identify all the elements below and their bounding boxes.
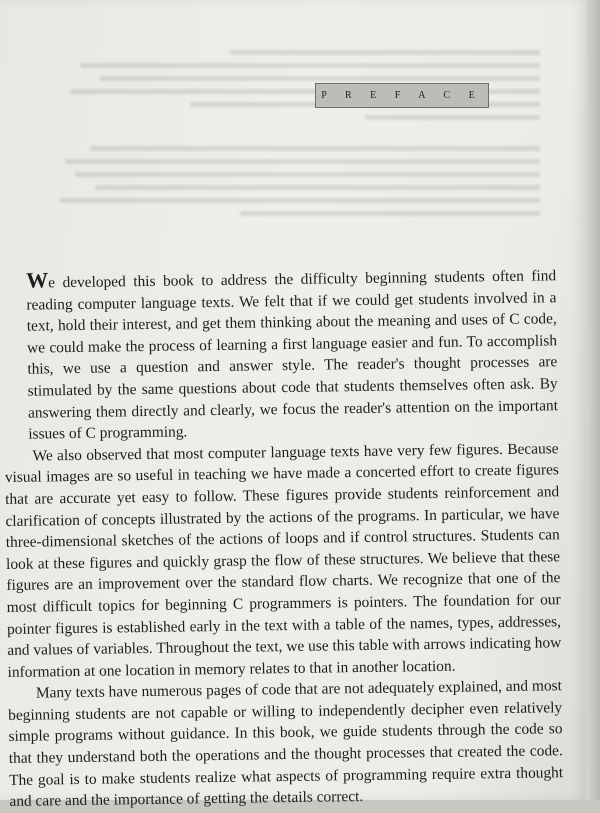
paragraph-3: Many texts have numerous pages of code that are not adequately explained, and most beginning students are not capable or willing to independently decipher even relatively simple programs without guidance. In this book, we guide students through the code so that they understand both the operations and the thought processes that created the code. The goal is to make students realize what aspects of programming require extra thought and care and the importance of getting the details correct. bbox=[8, 677, 564, 811]
paragraph-1-text: e developed this book to address the difficulty beginning students often find reading computer language texts. We felt that if we could get students involved in a text, hold their interest, and get them thinking about the meaning and uses of C code, we could make the process of learning a first language easier and fun. To accomplish this, we use a question and answer style. The reader's thought processes are stimulated by the same questions about code that students themselves often ask. By answering them directly and clearly, we focus the reader's attention on the important issues of C programming. bbox=[26, 267, 559, 443]
preface-header-label: P R E F A C E bbox=[321, 90, 483, 101]
drop-cap: W bbox=[25, 267, 49, 293]
preface-header bbox=[315, 83, 489, 108]
preface-body bbox=[2, 262, 564, 813]
paragraph-1 bbox=[2, 262, 558, 445]
page-edge bbox=[586, 0, 600, 800]
paragraph-2: We also observed that most computer language texts have very few figures. Because visual images are so useful in teaching we have made a concerted effort to create figures that are accurate yet easy to follow. These figures provide students reinforcement and clarification of concepts illustrated by the actions of the programs. In particular, we have three-dimensional sketches of the actions of loops and if control structures. Students can look at these figures and quickly grasp the flow of these structures. We believe that these figures are an improvement over the standard flow charts. We recognize that one of the most difficult topics for beginning C programmers is pointers. The foundation for our pointer figures is established early in the text with a table of the names, types, addresses, and values of variables. Throughout the text, we use this table with arrows indicating how information at one location in memory relates to that in another location. bbox=[4, 439, 562, 681]
